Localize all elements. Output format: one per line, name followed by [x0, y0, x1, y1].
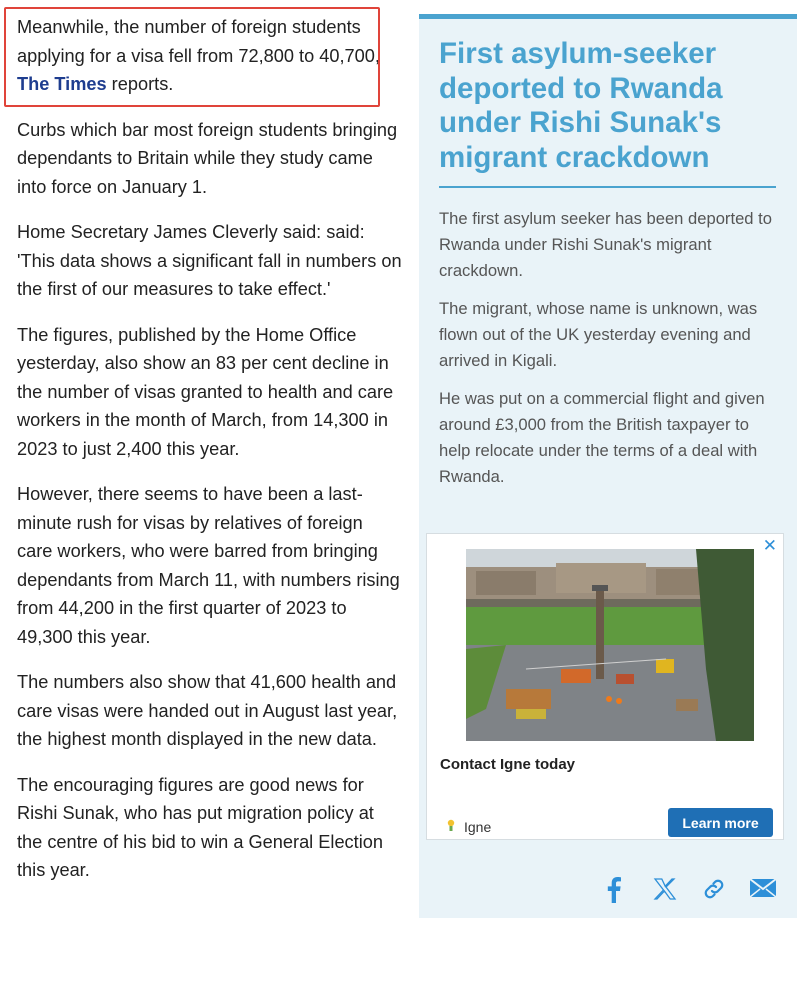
construction-site-photo	[466, 549, 754, 741]
the-times-link[interactable]: The Times	[17, 74, 107, 94]
article-paragraph: Home Secretary James Cleverly said: said: 'This data shows a significant fall in numbers on the first of our measures to take effect.'	[17, 222, 402, 299]
ad-brand[interactable]	[444, 818, 491, 835]
sidebar-paragraph: The migrant, whose name is unknown, was flown out of the UK yesterday evening and arrived in Kigali.	[439, 299, 758, 370]
sidebar-paragraph: He was put on a commercial flight and given around £3,000 from the British taxpayer to help relocate under the terms of a deal with Rwanda.	[439, 389, 765, 486]
highlight-text-start: Meanwhile, the number of foreign students applying for a visa fell from 72,800 to 40,700,	[17, 17, 380, 66]
learn-more-button[interactable]: Learn more	[668, 808, 773, 837]
sidebar-title[interactable]: First asylum-seeker deported to Rwanda under Rishi Sunak's migrant crackdown	[439, 37, 723, 174]
article-paragraph: The figures, published by the Home Office yesterday, also show an 83 per cent decline in the number of visas granted to health and care workers in the month of March, from 14,300 in 2023 to just 2,400 this year.	[17, 324, 394, 459]
share-bar	[419, 877, 797, 907]
article-paragraph: The numbers also show that 41,600 health and care visas were handed out in August last year, the highest month displayed in the new data.	[17, 672, 398, 749]
ad-brand-name: Igne	[464, 818, 492, 835]
sidebar-body	[439, 206, 779, 502]
igne-logo-icon	[444, 818, 458, 835]
facebook-icon[interactable]	[607, 877, 621, 908]
related-article-sidebar	[419, 14, 797, 918]
article-paragraph: Curbs which bar most foreign students bringing dependants to Britain while they study came into force on January 1.	[17, 119, 398, 197]
highlight-text-end: reports.	[106, 74, 174, 94]
article-paragraph: The encouraging figures are good news for Rishi Sunak, who has put migration policy at the centre of his bid to win a General Election this year.	[17, 774, 383, 880]
sidebar-paragraph: The first asylum seeker has been deported to Rwanda under Rishi Sunak's migrant crackdown.	[439, 209, 772, 280]
link-icon[interactable]	[702, 877, 726, 906]
advertisement[interactable]	[426, 533, 784, 840]
close-icon[interactable]: ✕	[762, 536, 777, 555]
ad-image[interactable]	[466, 549, 754, 741]
article-paragraph: However, there seems to have been a last-minute rush for visas by relatives of foreign care workers, who were barred from bringing dependants from March 11, with numbers rising from 44,200 in the first quarter of 2023 to 49,300 this year.	[17, 484, 400, 647]
email-icon[interactable]	[749, 877, 777, 904]
ad-headline[interactable]: Contact Igne today	[440, 756, 576, 773]
highlight-box	[4, 7, 380, 107]
sidebar-divider	[439, 186, 776, 188]
x-icon[interactable]	[653, 877, 677, 906]
article-body	[17, 13, 402, 902]
